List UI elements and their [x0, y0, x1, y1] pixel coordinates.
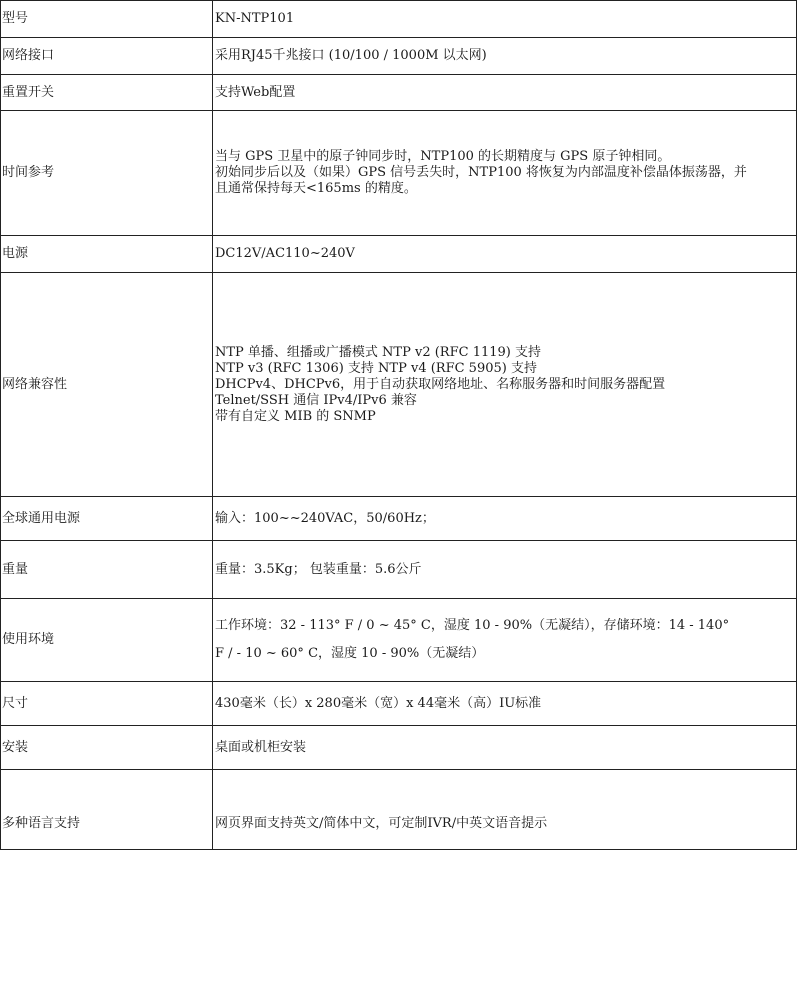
row-value-power [213, 236, 797, 273]
row-value-reset-switch [213, 75, 797, 111]
row-label-universal-power: 全球通用电源 [1, 497, 213, 541]
row-value-weight [213, 541, 797, 599]
value-line: 当与 GPS 卫星中的原子钟同步时，NTP100 的长期精度与 GPS 原子钟相同。 [215, 149, 671, 164]
table-row [1, 273, 797, 497]
value-line: Telnet/SSH 通信 IPv4/IPv6 兼容 [215, 392, 417, 408]
value-line: F / - 10 ~ 60° C，湿度 10 - 90%（无凝结） [215, 646, 485, 661]
row-value-languages [213, 770, 797, 850]
value-line: NTP v3 (RFC 1306) 支持 NTP v4 (RFC 5905) 支持 [215, 360, 537, 376]
row-value-network-interface [213, 38, 797, 75]
row-label-environment: 使用环境 [1, 599, 213, 682]
value-line: 重量：3.5Kg； 包装重量：5.6公斤 [215, 561, 422, 577]
row-label-reset-switch: 重置开关 [1, 75, 213, 111]
row-label-dimensions: 尺寸 [1, 682, 213, 726]
row-value-model [213, 1, 797, 38]
value-line: 工作环境：32 - 113° F / 0 ~ 45° C，湿度 10 - 90%（无凝结），存储环境：14 - 140° [215, 618, 730, 633]
table-row [1, 682, 797, 726]
value-line: 带有自定义 MIB 的 SNMP [215, 408, 376, 424]
table-row [1, 541, 797, 599]
row-value-time-reference [213, 111, 797, 236]
value-line: DC12V/AC110~240V [215, 246, 355, 261]
row-label-installation: 安装 [1, 726, 213, 770]
row-value-environment [213, 599, 797, 682]
row-label-weight: 重量 [1, 541, 213, 599]
value-line: 且通常保持每天<165ms 的精度。 [215, 181, 417, 196]
table-row [1, 1, 797, 38]
table-row [1, 38, 797, 75]
row-value-universal-power [213, 497, 797, 541]
row-label-power: 电源 [1, 236, 213, 273]
value-line: 支持Web配置 [215, 84, 296, 100]
table-row [1, 599, 797, 682]
value-line: 初始同步后以及（如果）GPS 信号丢失时，NTP100 将恢复为内部温度补偿晶体振荡器，并 [215, 165, 747, 180]
row-value-dimensions [213, 682, 797, 726]
table-row [1, 236, 797, 273]
value-line: 采用RJ45千兆接口 (10/100 / 1000M 以太网) [215, 48, 487, 63]
row-label-network-compatibility: 网络兼容性 [1, 273, 213, 497]
value-line: 桌面或机柜安装 [215, 739, 307, 755]
table-row [1, 497, 797, 541]
table-row [1, 770, 797, 850]
row-value-installation [213, 726, 797, 770]
value-line: 输入：100~~240VAC，50/60Hz； [215, 510, 435, 526]
row-label-time-reference: 时间参考 [1, 111, 213, 236]
row-value-network-compatibility [213, 273, 797, 497]
table-row [1, 726, 797, 770]
table-row [1, 111, 797, 236]
value-line: 网页界面支持英文/简体中文，可定制IVR/中英文语音提示 [215, 815, 548, 831]
row-label-network-interface: 网络接口 [1, 38, 213, 75]
row-label-languages: 多种语言支持 [1, 770, 213, 850]
row-label-model: 型号 [1, 1, 213, 38]
value-line: KN-NTP101 [215, 11, 295, 26]
value-line: NTP 单播、组播或广播模式 NTP v2 (RFC 1119) 支持 [215, 344, 541, 360]
value-line: 430毫米（长）x 280毫米（宽）x 44毫米（高）IU标准 [215, 695, 542, 711]
table-row [1, 75, 797, 111]
value-line: DHCPv4、DHCPv6，用于自动获取网络地址、名称服务器和时间服务器配置 [215, 376, 666, 392]
